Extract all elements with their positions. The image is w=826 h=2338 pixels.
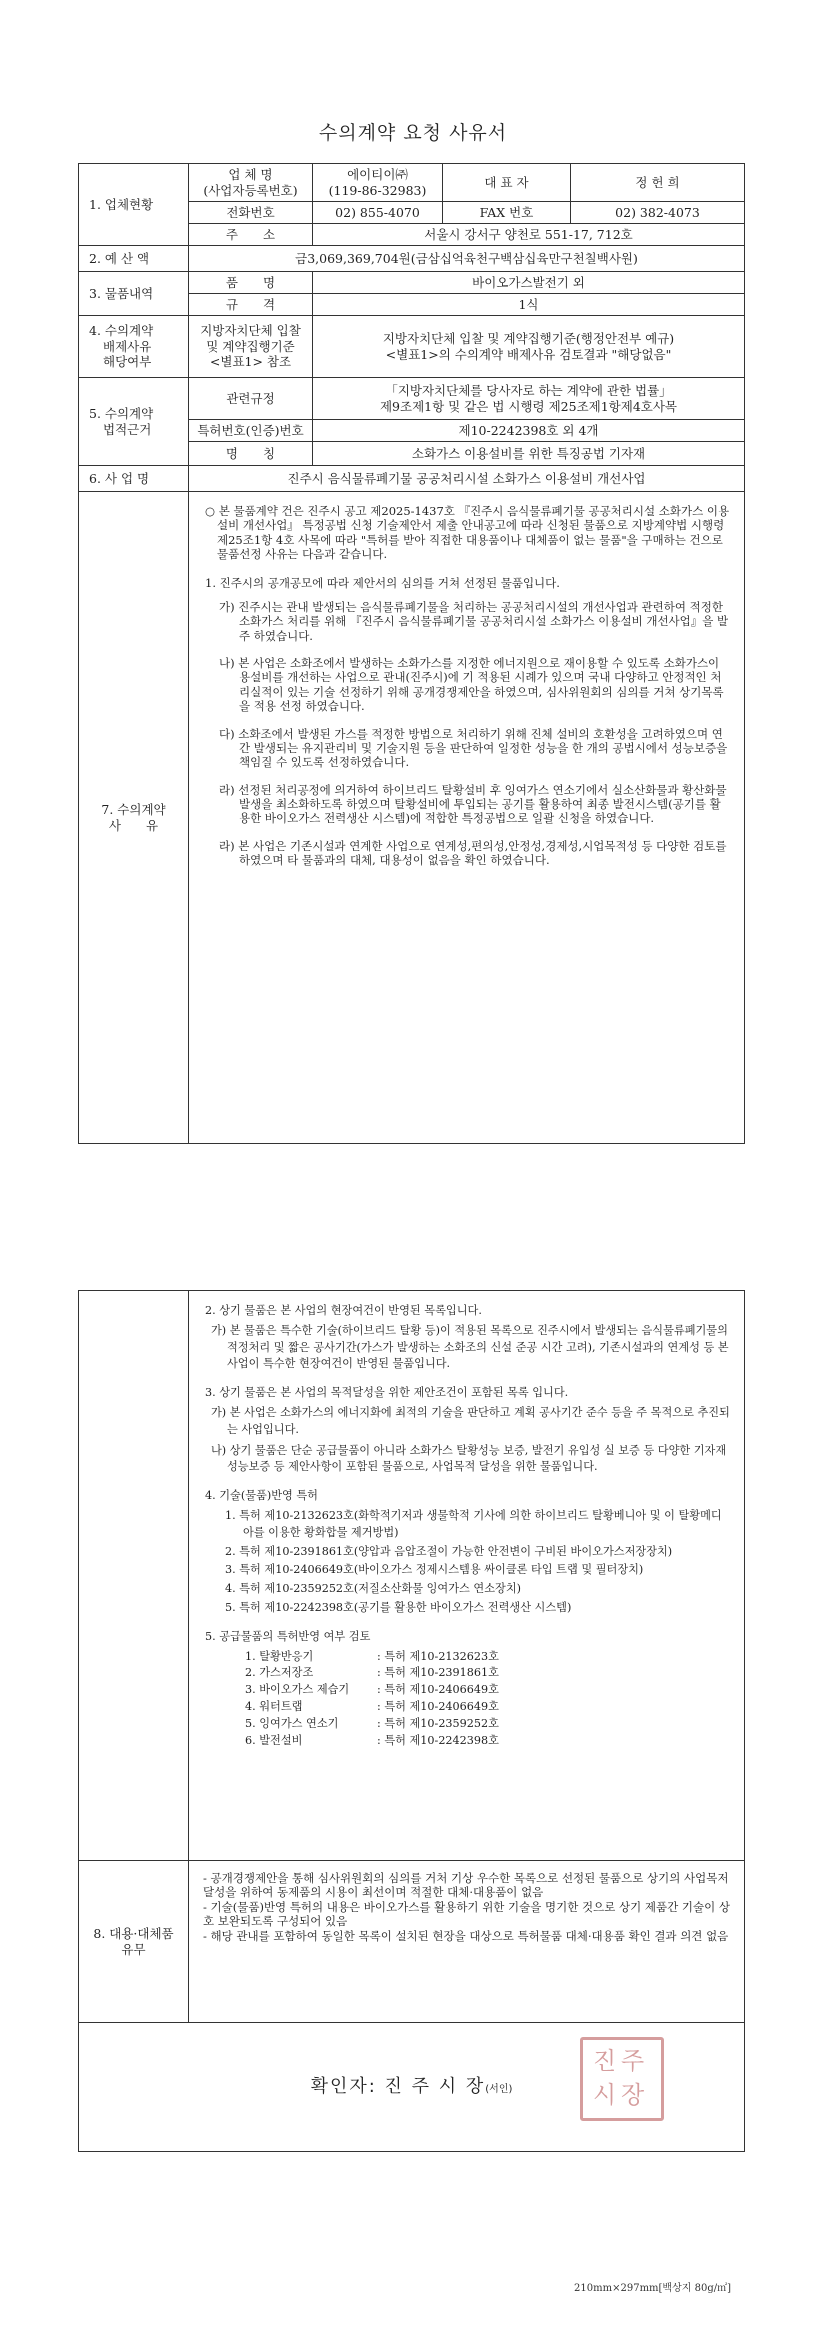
exclusion-label-line3: 해당여부 [103,354,152,370]
review-item-patent: : 특허 제10-2242398호 [377,1733,499,1747]
fax-label: FAX 번호 [443,202,571,224]
reason-label-line2: 사 유 [108,817,159,833]
review-item [205,1733,730,1750]
legal-label-line1: 5. 수의계약 [89,405,154,421]
review-item-name: 6. 발전설비 [245,1733,303,1747]
exclusion-sub-line3: <별표1> 참조 [209,354,292,370]
review-item [205,1682,730,1699]
review-item [205,1649,730,1666]
section3-item-b: 나) 상기 물품은 단순 공급물품이 아니라 소화가스 탈황성능 보증, 발전기 유입성 실 보증 등 다양한 기자재 성능보증 등 제안사항이 포함된 물품으로, 사업목적 달성을 위한 물품입니다. [211,1443,727,1474]
exclusion-label-line2: 배제사유 [103,338,152,354]
substitute-label-line2: 유무 [121,1941,146,1957]
section2-item-a: 가) 본 물품은 특수한 기술(하이브리드 탈황 등)이 적용된 목록으로 진주시에서 발생되는 음식물류폐기물의 적정처리 및 짧은 공사기간(가스가 발생하는 소화조의 신설 준공 시간 고려), 기존시설과의 연계성 등 본 사업이 특수한 현장여건이 반영된 물품입니다. [211,1323,729,1371]
continuation-body [189,1291,745,1861]
exclusion-value-line2: <별표1>의 수의계약 배제사유 검토결과 "해당없음" [385,346,672,362]
reason-intro: ○ 본 물품계약 건은 진주시 공고 제2025-1437호 『진주시 음식물류폐기물 공공처리시설 소화가스 이용설비 개선사업』 특정공법 신청 기술제안서 제출 안내공고에 따라 신청된 물품으로 지방계약법 시행령 제25조1항 4호 사목에 따라 "특허를 받아 직접한 대용품이나 대체품이 없는 물품"을 구매하는 건으로 물품선정 사유는 다음과 같습니다. [205,504,730,562]
request-form-table [78,163,745,1144]
product-section-label: 3. 물품내역 [79,272,189,316]
budget-label: 2. 예 산 액 [79,246,189,272]
continuation-label-cell [79,1291,189,1861]
exclusion-sub-label [189,316,313,378]
substitute-item: - 해당 관내를 포함하여 동일한 목록이 설치된 현장을 대상으로 특허물품 대체·대용품 확인 결과 의견 없음 [203,1928,729,1943]
patent-number-value: 제10-2242398호 외 4개 [313,420,745,442]
company-name-label [189,164,313,202]
confirmation-cell [79,2023,745,2152]
company-name-label-line1: 업 체 명 [228,166,273,182]
reason-item: 라) 선정된 처리공정에 의거하여 하이브리드 탈황설비 후 잉여가스 연소기에서 실소산화물과 황산화물 발생을 최소화하도록 하였으며 탈황설비에 투입되는 공기를 활용하여 최종 발전시스템(공기를 활용한 바이오가스 전력생산 시스템)에 적합한 특정공법으로 일괄 신청을 하였습니다. [219,782,727,826]
reason-section-label [79,492,189,1144]
ceo-value: 정 헌 희 [571,164,745,202]
reason-item: 다) 소화조에서 발생된 가스를 적정한 방법으로 처리하기 위해 진체 설비의 호환성을 고려하였으며 연간 발생되는 유지관리비 및 기술지원 등을 판단하여 일정한 성능을 한 개의 공법시에서 성능보증을 책임질 수 있도록 선정하였습니다. [219,726,728,770]
company-name: 에이티이㈜ [347,166,408,182]
continuation-table [78,1290,745,2152]
patent-title-value: 소화가스 이용설비를 위한 특징공법 기자재 [313,442,745,466]
company-name-label-line2: (사업자등록번호) [203,182,298,198]
product-name-value: 바이오가스발전기 외 [313,272,745,294]
fax-value: 02) 382-4073 [571,202,745,224]
legal-section-label [79,378,189,466]
review-item-name: 3. 바이오가스 제습기 [245,1683,350,1697]
review-item-name: 4. 워터트랩 [245,1699,303,1713]
substitute-body [189,1861,745,2023]
exclusion-label-line1: 4. 수의계약 [89,323,154,339]
confirmer-text: 확인자: 진 주 시 장 [310,2075,486,2097]
exclusion-sub-line2: 및 계약집행기준 [206,338,295,354]
official-seal: 진 주 시 장 [580,2037,664,2121]
regulation-line2: 제9조제1항 및 같은 법 시행령 제25조제1항제4호사목 [379,398,677,414]
regulation-label: 관련규정 [189,378,313,420]
reason-item: 라) 본 사업은 기존시설과 연계한 사업으로 연계성,편의성,안정성,경제성,시업목적성 등 다양한 검토를 하였으며 타 물품과의 대체, 대용성이 없음을 확인 하였습니다. [219,838,727,868]
review-item-name: 1. 탈황반응기 [245,1649,314,1663]
document-title: 수의계약 요청 사유서 [318,122,508,144]
phone-label: 전화번호 [189,202,313,224]
review-item-patent: : 특허 제10-2406649호 [377,1683,499,1697]
section2-heading: 2. 상기 물품은 본 사업의 현장여건이 반영된 목록입니다. [205,1304,482,1317]
regulation-line1: 「지방자치단체를 당사자로 하는 계약에 관한 법률」 [385,382,672,398]
company-section-label: 1. 업체현황 [79,164,189,246]
patent-title-label: 명 칭 [189,442,313,466]
address-value: 서울시 강서구 양천로 551-17, 712호 [313,224,745,246]
address-label: 주 소 [189,224,313,246]
review-item-patent: : 특허 제10-2132623호 [377,1649,499,1663]
reason-item: 가) 진주시는 관내 발생되는 음식물류폐기물을 처리하는 공공처리시설의 개선사업과 관련하여 적정한 소화가스 처리를 위해 『진주시 음식물류폐기물 공공처리시설 소화가스 이용설비 개선사업』을 발주 하였습니다. [219,599,729,643]
review-item-patent: : 특허 제10-2406649호 [377,1699,499,1713]
review-item [205,1716,730,1733]
patent-number-label: 특허번호(인증)번호 [189,420,313,442]
substitute-label-line1: 8. 대용·대체품 [93,1925,174,1941]
section5-heading: 5. 공급물품의 특허반영 여부 검토 [205,1629,371,1643]
section3-item-a: 가) 본 사업은 소화가스의 에너지화에 최적의 기술을 판단하고 계획 공사기간 준수 등을 주 목적으로 추진되는 사업입니다. [211,1405,730,1436]
product-name-label: 품 명 [189,272,313,294]
section3-heading: 3. 상기 물품은 본 사업의 목적달성을 위한 제안조건이 포함된 목록 입니다. [205,1386,569,1400]
reason-body [189,492,745,1144]
review-item [205,1699,730,1716]
ceo-label: 대 표 자 [443,164,571,202]
reason-lead: 1. 진주시의 공개공모에 따라 제안서의 심의를 거쳐 선정된 물품입니다. [205,575,560,590]
section4-heading: 4. 기술(물품)반영 특허 [205,1489,318,1503]
project-label: 6. 사 업 명 [79,466,189,492]
review-item-name: 5. 잉여가스 연소기 [245,1716,339,1730]
phone-value: 02) 855-4070 [313,202,443,224]
review-item-patent: : 특허 제10-2391861호 [377,1666,499,1680]
review-item-patent: : 특허 제10-2359252호 [377,1716,499,1730]
company-reg-number: (119-86-32983) [328,182,427,198]
legal-label-line2: 법적근거 [103,421,152,437]
patent-item: 5. 특허 제10-2242398호(공기를 활용한 바이오가스 전력생산 시스템) [225,1600,572,1614]
substitute-item: - 공개경쟁제안을 통해 심사위원회의 심의를 거처 기상 우수한 목록으로 선정된 물품으로 상기의 사업목저 달성을 위하여 동제품의 시용이 최선이며 적절한 대체·대용품이 없음 [203,1871,729,1900]
exclusion-sub-line1: 지방자치단체 입찰 [200,323,301,339]
page-2 [0,1169,826,2338]
patent-item: 3. 특허 제10-2406649호(바이오가스 정제시스템용 싸이클론 타입 트랩 및 필터장치) [225,1563,644,1577]
seal-note: (서인) [485,2083,513,2095]
substitute-item: - 기술(물품)반영 특허의 내용은 바이오가스를 활용하기 위한 기술을 명기한 것으로 상기 제품간 기술이 상호 보완되도록 구성되어 있음 [203,1899,730,1929]
exclusion-section-label [79,316,189,378]
review-item [205,1665,730,1682]
patent-item: 4. 특허 제10-2359252호(저질소산화물 잉여가스 연소장치) [225,1582,521,1596]
substitute-section-label [79,1861,189,2023]
project-value: 진주시 음식물류폐기물 공공처리시설 소화가스 이용설비 개선사업 [189,466,745,492]
product-spec-label: 규 격 [189,294,313,316]
reason-item: 나) 본 사업은 소화조에서 발생하는 소화가스를 지정한 에너지원으로 재이용할 수 있도록 소화가스이용설비를 개선하는 사업으로 관내(진주시)에 기 적용된 시례가 있으며 국내 다양하고 안정적인 처리실적이 있는 기술 선정하기 위해 공개경쟁제안을 하였으며, 심사위원회의 심의를 거쳐 상기목록을 적용 선정 하였습니다. [219,656,724,714]
product-spec-value: 1식 [313,294,745,316]
exclusion-value-line1: 지방자치단체 입찰 및 계약집행기준(행정안전부 예규) [382,330,675,346]
paper-spec-footer: 210mm×297mm[백상지 80g/㎡] [574,2283,731,2294]
company-name-value [313,164,443,202]
regulation-value [313,378,745,420]
patent-item: 2. 특허 제10-2391861호(양압과 음압조절이 가능한 안전변이 구비된 바이오가스저장장치) [225,1544,673,1558]
exclusion-value [313,316,745,378]
patent-item: 1. 특허 제10-2132623호(화학적기저과 생물학적 기사에 의한 하이브리드 탈황베니아 및 이 탈황메디아를 이용한 황화합물 제거방법) [225,1508,722,1539]
budget-value: 금3,069,369,704원(금삼십억육천구백삼십육만구천칠백사원) [189,246,745,272]
review-item-name: 2. 가스저장조 [245,1666,314,1680]
reason-label-line1: 7. 수의계약 [101,801,166,817]
